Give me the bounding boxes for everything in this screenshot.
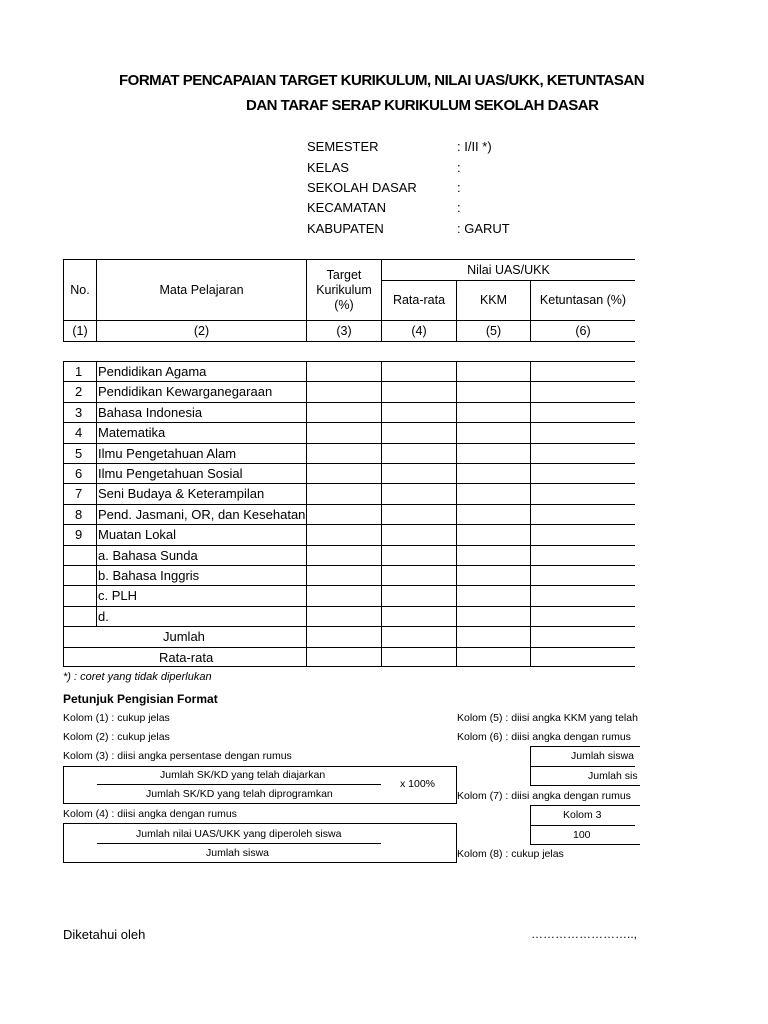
row-number: 8 xyxy=(75,506,83,522)
row-number: 1 xyxy=(75,364,83,379)
header-kkm: KKM xyxy=(456,280,531,321)
formula-3-fraction-line xyxy=(97,784,381,785)
row-subject: a. Bahasa Sunda xyxy=(98,547,198,563)
diketahui-label: Diketahui oleh xyxy=(63,927,146,942)
formula-3-multiplier: x 100% xyxy=(400,778,436,790)
table-row xyxy=(63,504,635,524)
grid-line xyxy=(530,361,531,667)
header-ketuntasan: Ketuntasan (%) xyxy=(530,280,635,321)
formula-3-numerator: Jumlah SK/KD yang telah diajarkan xyxy=(160,769,326,781)
row-subject: Pend. Jasmani, OR, dan Kesehatan xyxy=(98,506,306,522)
row-number: 3 xyxy=(75,404,83,420)
table-row xyxy=(63,565,635,585)
formula-4-numerator: Jumlah nilai UAS/UKK yang diperoleh siswa xyxy=(136,828,342,840)
info-label-kelas: KELAS xyxy=(307,160,349,175)
row-number: 7 xyxy=(75,486,83,502)
petunjuk-kolom-3: Kolom (3) : diisi angka persentase dengan rumus xyxy=(63,750,292,762)
petunjuk-kolom-7: Kolom (7) : diisi angka dengan rumus xyxy=(457,790,631,802)
formula-6-bottom: Jumlah sis xyxy=(588,770,638,782)
header-no: No. xyxy=(63,259,97,321)
header-nilai-uas: Nilai UAS/UKK xyxy=(381,259,635,281)
table-row xyxy=(63,483,635,503)
row-subject: Ilmu Pengetahuan Sosial xyxy=(98,466,243,481)
table-row xyxy=(63,606,635,626)
formula-6-top: Jumlah siswa xyxy=(571,750,635,762)
col-number-1: (1) xyxy=(63,320,97,342)
row-number: 2 xyxy=(75,384,83,400)
formula-4-denominator: Jumlah siswa xyxy=(206,847,270,859)
header-mata-pelajaran: Mata Pelajaran xyxy=(96,259,307,321)
col-number-6: (6) xyxy=(530,320,635,342)
grid-line xyxy=(381,361,382,667)
table-row xyxy=(63,443,635,463)
row-number: 5 xyxy=(75,445,83,461)
row-subject: d. xyxy=(98,608,109,624)
info-label-sekolah: SEKOLAH DASAR xyxy=(307,180,417,195)
formula-4-fraction-line xyxy=(97,843,381,844)
place-date-line: …………………….., xyxy=(531,927,638,941)
info-value-kelas: : xyxy=(457,160,461,175)
info-label-kabupaten: KABUPATEN xyxy=(307,221,384,236)
col-number-2: (2) xyxy=(96,320,307,342)
formula-3-denominator: Jumlah SK/KD yang telah diprogramkan xyxy=(146,788,333,800)
formula-7-divider xyxy=(530,825,635,826)
table-row-jumlah xyxy=(63,626,635,646)
petunjuk-kolom-4: Kolom (4) : diisi angka dengan rumus xyxy=(63,808,237,820)
row-number: 9 xyxy=(75,527,83,543)
table-row xyxy=(63,402,635,422)
row-subject: c. PLH xyxy=(98,588,138,604)
row-number: 6 xyxy=(75,466,83,481)
petunjuk-kolom-8: Kolom (8) : cukup jelas xyxy=(457,848,564,860)
info-value-kecamatan: : xyxy=(457,200,461,215)
formula-6-divider xyxy=(530,766,635,767)
row-subject: Matematika xyxy=(98,425,166,441)
row-number: 4 xyxy=(75,425,83,441)
table-row-rata-rata xyxy=(63,647,635,667)
petunjuk-kolom-5: Kolom (5) : diisi angka KKM yang telah xyxy=(457,712,638,724)
info-value-sekolah: : xyxy=(457,180,461,195)
document-title-line1: FORMAT PENCAPAIAN TARGET KURIKULUM, NILAI UAS/UKK, KETUNTASAN xyxy=(119,72,645,89)
formula-7-bottom: 100 xyxy=(573,829,591,841)
petunjuk-kolom-2: Kolom (2) : cukup jelas xyxy=(63,731,170,743)
col-number-4: (4) xyxy=(381,320,457,342)
table-row xyxy=(63,585,635,605)
table-row xyxy=(63,381,635,401)
row-subject: Ilmu Pengetahuan Alam xyxy=(98,445,237,461)
col-number-3: (3) xyxy=(306,320,382,342)
petunjuk-title: Petunjuk Pengisian Format xyxy=(63,692,218,706)
document-title-line2: DAN TARAF SERAP KURIKULUM SEKOLAH DASAR xyxy=(246,97,599,114)
col-number-5: (5) xyxy=(456,320,531,342)
jumlah-label: Jumlah xyxy=(163,629,205,645)
table-row xyxy=(63,545,635,565)
info-value-semester: : I/II *) xyxy=(457,139,492,154)
row-subject: Seni Budaya & Keterampilan xyxy=(98,486,265,502)
table-row xyxy=(63,463,635,483)
row-subject: Pendidikan Kewarganegaraan xyxy=(98,384,273,400)
formula-7-top: Kolom 3 xyxy=(563,809,602,821)
grid-line xyxy=(63,361,64,667)
header-rata-rata: Rata-rata xyxy=(381,280,457,321)
row-subject: Pendidikan Agama xyxy=(98,364,207,379)
footnote: *) : coret yang tidak diperlukan xyxy=(63,671,212,683)
grid-line xyxy=(456,361,457,667)
table-row xyxy=(63,524,635,544)
header-target-kurikulum: Target Kurikulum (%) xyxy=(306,259,382,321)
grid-line xyxy=(306,361,307,667)
row-subject: Bahasa Indonesia xyxy=(98,404,203,420)
petunjuk-kolom-6: Kolom (6) : diisi angka dengan rumus xyxy=(457,731,631,743)
row-subject: Muatan Lokal xyxy=(98,527,177,543)
info-label-semester: SEMESTER xyxy=(307,139,379,154)
table-row xyxy=(63,361,635,381)
info-value-kabupaten: : GARUT xyxy=(457,221,510,236)
table-row xyxy=(63,422,635,442)
info-label-kecamatan: KECAMATAN xyxy=(307,200,386,215)
rata-rata-label: Rata-rata xyxy=(159,649,214,665)
grid-line xyxy=(96,361,97,626)
row-subject: b. Bahasa Inggris xyxy=(98,568,200,583)
petunjuk-kolom-1: Kolom (1) : cukup jelas xyxy=(63,712,170,724)
